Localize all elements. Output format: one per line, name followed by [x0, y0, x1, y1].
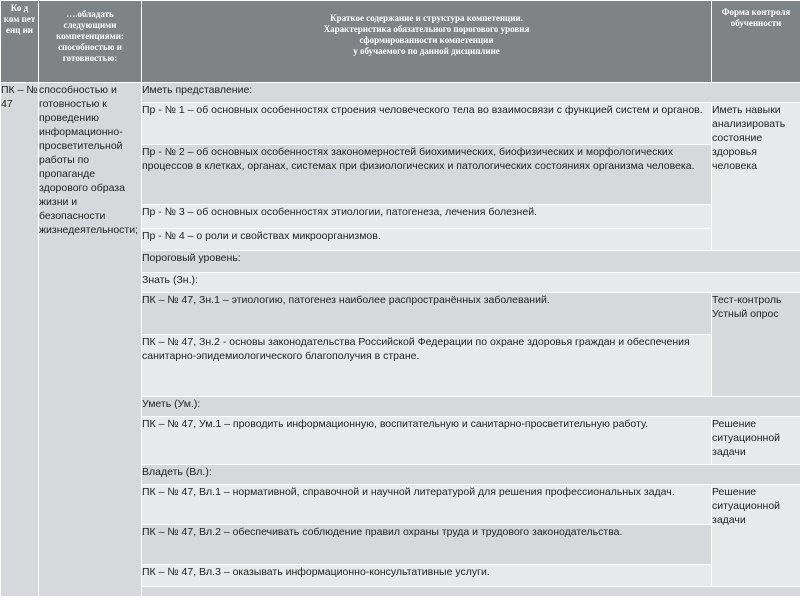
header-competence	[39, 1, 142, 83]
header-code-text: Ко д ком пет енц ии	[3, 3, 36, 35]
row-threshold-heading: Пороговый уровень:	[142, 251, 800, 273]
header-content-line-2: Характеристика обязательного порогового уровня	[323, 24, 530, 34]
row-pr3: Пр - № 3 – об основных особенностях этиологии, патогенеза, лечения болезней.	[142, 205, 712, 229]
row-vl3: ПК – № 47, Вл.3 – оказывать информационно-консультативные услуги.	[142, 565, 712, 587]
header-row	[1, 1, 800, 83]
header-control-text: Форма контроля обученности	[721, 7, 791, 28]
competence-description: способностью и готовностью к проведению информационно-просветительной работы по пропаганде здорового образа жизни и безопасности жизнедеятельности;	[39, 83, 142, 597]
header-content-line-4: у обучаемого по данной дисциплине	[353, 46, 500, 56]
competence-code: ПК – № 47	[1, 83, 39, 597]
header-competence-text: ….обладать следующими компетенциями: способностью и готовностью:	[56, 9, 124, 63]
control-form-test: Тест-контроль Устный опрос	[712, 293, 800, 397]
row-represent-heading: Иметь представление:	[142, 83, 800, 103]
row-vl2: ПК – № 47, Вл.2 – обеспечивать соблюдение правил охраны труда и трудового законодательства.	[142, 525, 712, 565]
row-vl1: ПК – № 47, Вл.1 – нормативной, справочной и научной литературой для решения профессиональных задач.	[142, 485, 712, 525]
table-row	[1, 83, 800, 103]
control-form-case-2: Решение ситуационной задачи	[712, 485, 800, 587]
row-kn1: ПК – № 47, Зн.1 – этиологию, патогенез наиболее распространённых заболеваний.	[142, 293, 712, 335]
row-um1: ПК – № 47, Ум.1 – проводить информационную, воспитательную и санитарно-просветительную работу.	[142, 417, 712, 465]
row-spacer	[142, 587, 800, 597]
row-pr1: Пр - № 1 – об основных особенностях строения человеческого тела во взаимосвязи с функцией систем и органов.	[142, 103, 712, 145]
row-know-heading: Знать (Зн.):	[142, 273, 800, 293]
row-pr2: Пр - № 2 – об основных особенностях закономерностей биохимических, биофизических и морфологических процессов в клетках, органах, системах при физиологических и патологических состояниях организма человека.	[142, 145, 712, 205]
header-code	[1, 1, 39, 83]
row-own-heading: Владеть (Вл.):	[142, 465, 800, 485]
row-kn2: ПК – № 47, Зн.2 - основы законодательства Российской Федерации по охране здоровья граждан и обеспечения санитарно-эпидемиологического благополучия в стране.	[142, 335, 712, 397]
header-content	[142, 1, 712, 83]
header-content-line-1: Краткое содержание и структура компетенции.	[330, 13, 523, 23]
row-can-heading: Уметь (Ум.):	[142, 397, 800, 417]
header-control	[712, 1, 800, 83]
control-form-skills: Иметь навыки анализировать состояние здоровья человека	[712, 103, 800, 251]
row-pr4: Пр - № 4 – о роли и свойствах микроорганизмов.	[142, 229, 712, 251]
control-form-case: Решение ситуационной задачи	[712, 417, 800, 465]
header-content-line-3: сформированности компетенции	[359, 35, 494, 45]
